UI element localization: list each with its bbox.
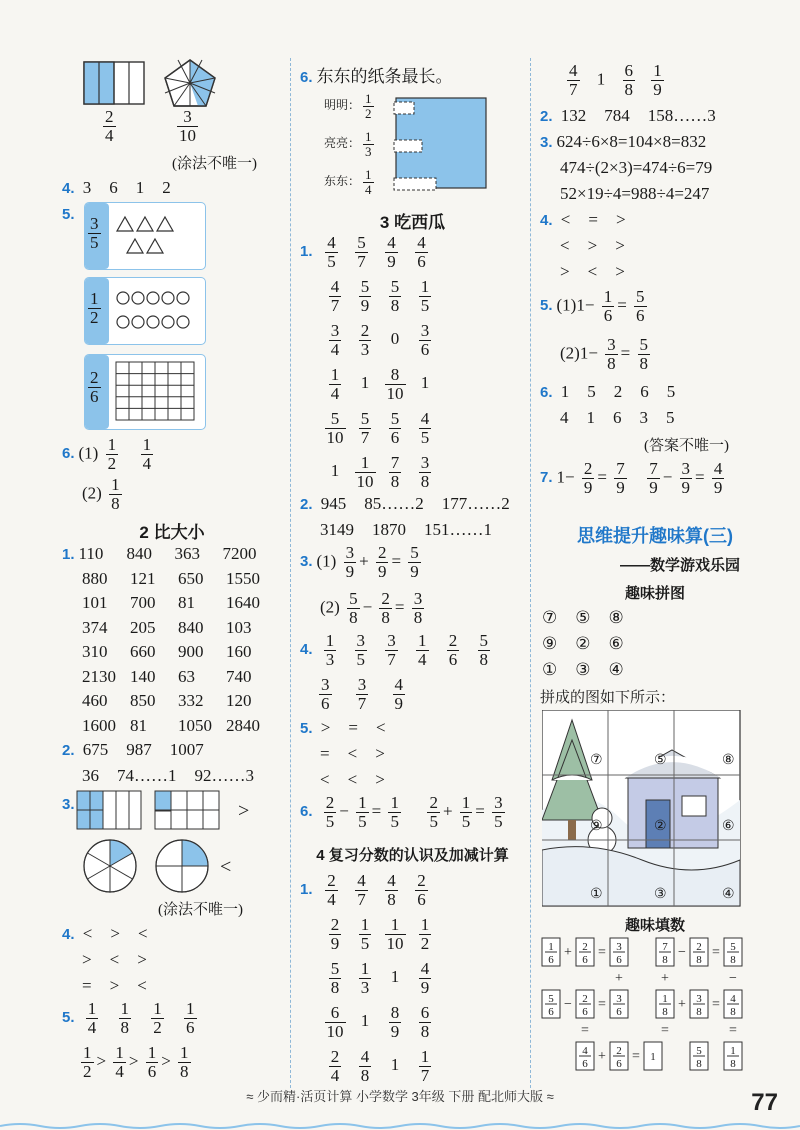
q5-tag: $\frac{3}{5}$ [85,203,109,269]
puzzle-subtitle: 趣味拼图 [624,585,685,602]
svg-text:=: = [632,1049,640,1064]
puzzle-row1: ⑦ ⑤ ⑧ [542,608,624,627]
page-number: 77 [751,1089,778,1116]
svg-text:3: 3 [616,941,622,953]
s2-q1-row: 1600 81 1050 2840 [82,715,260,735]
svg-text:4: 4 [582,1045,588,1057]
s3-q1-row: $\frac{5}{10}$ $\frac{5}{7}$ $\frac{5}{6}$ $\frac{4}{5}$ [326,409,430,447]
svg-text:2: 2 [616,1045,622,1057]
q3-fraction-2: $\frac{3}{10}$ [179,107,196,145]
s3-q1-row: $\frac{3}{4}$ $\frac{2}{3}$ 0 $\frac{3}{6}$ [330,321,430,359]
svg-text:1: 1 [662,993,668,1005]
svg-text:6: 6 [548,954,554,966]
svg-text:8: 8 [730,1058,736,1070]
svg-text:=: = [598,997,606,1012]
s4-q1-row: $\frac{2}{4}$ $\frac{4}{8}$ 1 $\frac{1}{7}$ [330,1047,430,1085]
s3-q4-row1: 4. $\frac{1}{3}$ $\frac{3}{5}$ $\frac{3}{7}$ $\frac{1}{4}$ $\frac{2}{6}$ $\frac{5}{8}$ [300,631,489,669]
column-divider [290,58,291,1088]
s2-q4-row2: > < > [82,950,147,969]
q5-box-grid [84,354,206,430]
shaded-bar-1 [76,790,146,832]
s2-q1-row: 101 700 81 1640 [82,593,260,612]
q5-box-triangles [84,202,206,270]
svg-text:−: − [729,971,737,986]
q6-note: (答案不唯一) [644,438,729,454]
q3-line3: 52×19÷4=988÷4=247 [560,184,710,203]
thinking-section-title: 思维提升趣味算(三) [577,526,733,546]
s2-q5-row2: $\frac{1}{2}$ > $\frac{1}{4}$ > $\frac{1}{6}$ > $\frac{1}{8}$ [83,1043,189,1081]
svg-text:6: 6 [616,954,622,966]
shaded-circle-1 [82,838,138,894]
paper-label-liangliang: 亮亮： $\frac{1}{3}$ [324,129,372,159]
puzzle-label: ⑧ [722,753,735,768]
svg-text:8: 8 [696,1006,702,1018]
thinking-subtitle: ——数学游戏乐园 [620,557,741,574]
s3-q5-row2: = < > [320,744,385,763]
svg-text:+: + [661,971,669,986]
s3-q2-row1: 2. 945 85……2 177……2 [300,494,510,513]
svg-text:+: + [615,971,623,986]
s3-q3-eq1: 3. (1) $\frac{3}{9}$ + $\frac{2}{9}$ = $\frac{5}{9}$ [300,543,419,581]
svg-text:=: = [712,945,720,960]
s3-q5-row1: 5. > = < [300,718,386,737]
q4-row1: 4. < = > [540,210,626,229]
q2-answer: 2. 132 784 158……3 [540,106,716,125]
fill-numbers-subtitle: 趣味填数 [624,917,685,934]
s2-q1-row: 460 850 332 120 [82,691,252,710]
svg-text:5: 5 [548,993,554,1005]
svg-text:=: = [661,1023,669,1038]
svg-text:6: 6 [582,954,588,966]
paper-strips-figure [392,94,492,194]
section-4-title: 4 复习分数的认识及加减计算 [316,847,509,864]
s3-q1-row: $\frac{4}{7}$ $\frac{5}{9}$ $\frac{5}{8}$ $\frac{1}{5}$ [330,277,430,315]
q6-row2: 4 1 6 3 5 [560,408,675,427]
svg-text:5: 5 [696,1045,702,1057]
svg-text:+: + [678,997,686,1012]
q3-line1: 3. 624÷6×8=104×8=832 [540,132,707,151]
svg-text:=: = [712,997,720,1012]
s3-q6-equations: 6. $\frac{2}{5}$ − $\frac{1}{5}$ = $\frac{1}{5}$ $\frac{2}{5}$ + $\frac{1}{5}$ = $\frac{3}{5}$ [300,793,503,831]
puzzle-label: ② [654,819,667,834]
q6-statement: 6. 东东的纸条最长。 [300,67,453,86]
svg-text:6: 6 [582,1058,588,1070]
s2-q4-row1: 4. < > < [62,924,148,943]
shaded-pentagon-figure [162,58,218,110]
footer-wave [0,1122,800,1130]
s3-q1-row: 1 $\frac{1}{10}$ $\frac{7}{8}$ $\frac{3}{8}$ [330,453,430,491]
q5-tag: $\frac{1}{2}$ [85,278,109,344]
q5-eq2: (2)1− $\frac{3}{8}$ = $\frac{5}{8}$ [560,335,649,373]
page-footer: ≈ 少而精·活页计算 小学数学 3年级 下册 配北师大版 ≈ [246,1089,554,1104]
shaded-circle-2 [154,838,210,894]
column-divider [530,58,531,1088]
q4-answer: 4. 3 6 1 2 [62,178,171,197]
q6-line1: 6. (1) $\frac{1}{2}$ $\frac{1}{4}$ [62,435,152,473]
q7-equation: 7. 1− $\frac{2}{9}$ = $\frac{7}{9}$ $\frac{7}{9}$ − $\frac{3}{9}$ = $\frac{4}{9}$ [540,459,723,497]
svg-text:+: + [564,945,572,960]
s4-q1-row: $\frac{2}{9}$ $\frac{1}{5}$ $\frac{1}{10}$ $\frac{1}{2}$ [330,915,430,953]
q5-tag: $\frac{2}{6}$ [85,355,109,429]
svg-text:3: 3 [616,993,622,1005]
q4-row2: < > > [560,236,625,255]
svg-text:2: 2 [696,941,702,953]
svg-text:6: 6 [616,1006,622,1018]
svg-text:−: − [678,945,686,960]
svg-text:2: 2 [582,941,588,953]
s2-q1-row: 310 660 900 160 [82,642,252,661]
s2-q5-row1: 5. $\frac{1}{4}$ $\frac{1}{8}$ $\frac{1}{2}$ $\frac{1}{6}$ [62,999,195,1037]
s2-q1-row: 1. 110 840 363 7200 [62,544,257,563]
puzzle-label: ④ [722,887,735,902]
svg-text:−: − [564,997,572,1012]
s4-q1-row: $\frac{5}{8}$ $\frac{1}{3}$ 1 $\frac{4}{9}$ [330,959,430,997]
s2-q1-row: 880 121 650 1550 [82,568,260,588]
s2-q2-row2: 36 74……1 92……3 [82,766,254,785]
s2-q2-row1: 2. 675 987 1007 [62,740,204,759]
s3-q1-row: 1. $\frac{4}{5}$ $\frac{5}{7}$ $\frac{4}{9}$ $\frac{4}{6}$ [300,233,426,271]
s2-q1-row: 374 205 840 103 [82,617,252,637]
puzzle-label: ① [590,887,603,902]
svg-text:8: 8 [662,1006,668,1018]
q5-box-circles [84,277,206,345]
s2-q3-compare-1: > [238,800,250,822]
svg-text:2: 2 [582,993,588,1005]
section-2-title: 2 比大小 [139,523,205,542]
section-3-title: 3 吃西瓜 [379,213,446,232]
paper-label-dongdong: 东东： $\frac{1}{4}$ [324,167,372,197]
svg-text:8: 8 [696,1058,702,1070]
s4-q1-row: $\frac{6}{10}$ 1 $\frac{8}{9}$ $\frac{6}{8}$ [326,1003,430,1041]
q4-row3: > < > [560,262,625,281]
s3-q3-eq2: (2) $\frac{5}{8}$ − $\frac{2}{8}$ = $\frac{3}{8}$ [320,589,423,627]
q5-number: 5. [62,206,75,223]
svg-text:=: = [729,1023,737,1038]
s2-q3-note: (涂法不唯一) [158,902,243,918]
triangles-figure [115,215,195,259]
shaded-bar-2 [154,790,224,832]
q3-fraction-1: $\frac{2}{4}$ [105,107,114,145]
q3-line2: 474÷(2×3)=474÷6=79 [560,158,713,177]
svg-text:5: 5 [730,941,736,953]
svg-text:=: = [598,945,606,960]
s4-q1-row: 1. $\frac{2}{4}$ $\frac{4}{7}$ $\frac{4}{8}$ $\frac{2}{6}$ [300,871,426,909]
puzzle-label: ⑨ [590,819,603,834]
svg-text:3: 3 [696,993,702,1005]
puzzle-row3: ① ③ ④ [542,660,624,679]
puzzle-caption: 拼成的图如下所示： [540,690,676,706]
svg-text:4: 4 [730,993,736,1005]
svg-text:7: 7 [662,941,668,953]
s3-q2-row2: 3149 1870 151……1 [320,520,492,539]
fill-numbers-grid [540,936,755,1074]
s3-q1-row: $\frac{1}{4}$ 1 $\frac{8}{10}$ 1 [330,365,430,403]
q6-row1: 6. 1 5 2 6 5 [540,382,676,401]
svg-text:1: 1 [730,1045,736,1057]
s2-q4-row3: = > < [82,976,147,995]
s2-q3-number: 3. [62,796,75,813]
q6-line2: (2) $\frac{1}{8}$ [82,475,120,513]
s3-q4-row2: $\frac{3}{6}$ $\frac{3}{7}$ $\frac{4}{9}$ [321,675,403,713]
svg-text:8: 8 [730,1006,736,1018]
svg-text:+: + [598,1049,606,1064]
puzzle-row2: ⑨ ② ⑥ [542,634,624,653]
q3-note: (涂法不唯一) [172,156,257,172]
puzzle-label: ⑦ [590,753,603,768]
circles-figure [115,288,205,334]
svg-text:1: 1 [548,941,554,953]
shaded-rectangle-figure [82,60,152,106]
q5-eq1: 5. (1)1− $\frac{1}{6}$ = $\frac{5}{6}$ [540,287,645,325]
svg-text:6: 6 [616,1058,622,1070]
svg-text:6: 6 [548,1006,554,1018]
svg-text:8: 8 [662,954,668,966]
s2-q3-compare-2: < [220,856,232,878]
paper-label-mingming: 明明： $\frac{1}{2}$ [324,91,372,121]
puzzle-label: ⑤ [654,753,667,768]
grid-figure [115,361,199,423]
svg-text:1: 1 [650,1051,656,1063]
winter-house-puzzle-image [542,710,742,910]
s2-q1-row: 2130 140 63 740 [82,666,252,686]
top-fractions: $\frac{4}{7}$ 1 $\frac{6}{8}$ $\frac{1}{9}$ [569,61,662,99]
puzzle-label: ③ [654,887,667,902]
puzzle-label: ⑥ [722,819,735,834]
s3-q5-row3: < < > [320,770,385,789]
svg-text:6: 6 [582,1006,588,1018]
svg-text:8: 8 [696,954,702,966]
svg-text:=: = [581,1023,589,1038]
svg-text:8: 8 [730,954,736,966]
